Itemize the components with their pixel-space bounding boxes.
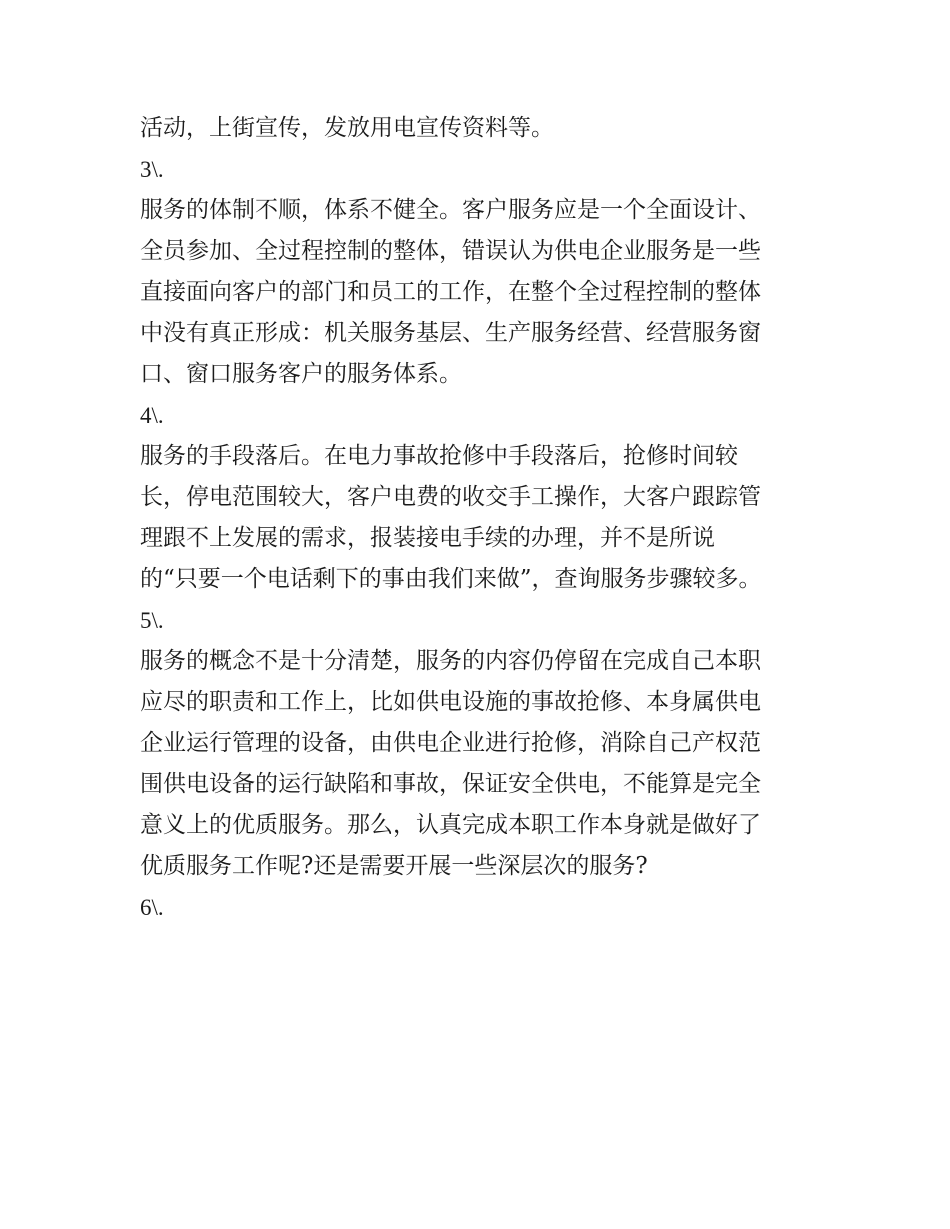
text-line: 优质服务工作呢?还是需要开展一些深层次的服务? <box>140 853 648 879</box>
item-number-4: 4\. <box>140 403 164 428</box>
text-line: 应尽的职责和工作上，比如供电设施的事故抢修、本身属供电 <box>140 689 761 715</box>
item-number-6: 6\. <box>140 895 164 920</box>
text-line: 企业运行管理的设备，由供电企业进行抢修，消除自己产权范 <box>140 730 761 756</box>
text-line: 的“只要一个电话剩下的事由我们来做”，查询服务步骤较多。 <box>140 566 762 592</box>
text-line: 全员参加、全过程控制的整体，错误认为供电企业服务是一些 <box>140 238 761 264</box>
paragraph-continued <box>140 108 820 149</box>
text-line: 服务的体制不顺，体系不健全。客户服务应是一个全面设计、 <box>140 197 761 223</box>
text-line: 理跟不上发展的需求，报装接电手续的办理，并不是所说 <box>140 525 715 551</box>
paragraph-item-5 <box>140 641 820 887</box>
paragraph-item-4 <box>140 436 820 600</box>
item-number-5: 5\. <box>140 608 164 633</box>
text-line: 意义上的优质服务。那么，认真完成本职工作本身就是做好了 <box>140 812 761 838</box>
item-number-3: 3\. <box>140 157 164 182</box>
text-line: 口、窗口服务客户的服务体系。 <box>140 361 462 387</box>
text-line: 直接面向客户的部门和员工的工作，在整个全过程控制的整体 <box>140 279 761 305</box>
paragraph-item-3 <box>140 190 820 395</box>
text-line: 长，停电范围较大，客户电费的收交手工操作，大客户跟踪管 <box>140 484 761 510</box>
text-line: 中没有真正形成：机关服务基层、生产服务经营、经营服务窗 <box>140 320 761 346</box>
text-line: 活动，上街宣传，发放用电宣传资料等。 <box>140 115 554 141</box>
text-line: 服务的概念不是十分清楚，服务的内容仍停留在完成自己本职 <box>140 648 761 674</box>
text-line: 服务的手段落后。在电力事故抢修中手段落后，抢修时间较 <box>140 443 738 469</box>
text-line: 围供电设备的运行缺陷和事故，保证安全供电，不能算是完全 <box>140 771 761 797</box>
document-body <box>140 108 820 928</box>
